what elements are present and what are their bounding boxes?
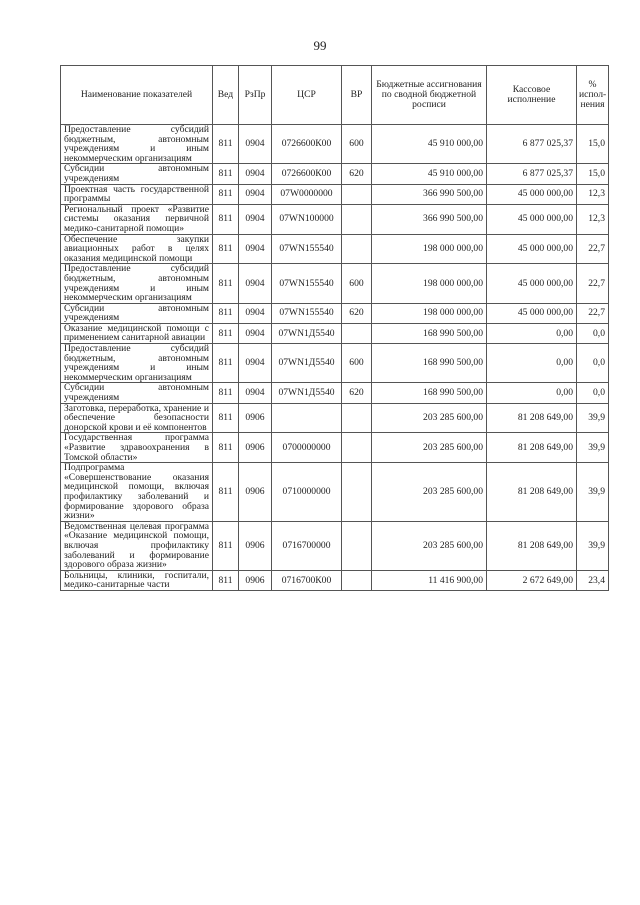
cell-pct: 39,9 bbox=[577, 463, 609, 522]
cell-pct: 12,3 bbox=[577, 204, 609, 234]
cell-plan: 168 990 500,00 bbox=[372, 383, 487, 403]
cell-plan: 203 285 600,00 bbox=[372, 521, 487, 570]
cell-plan: 168 990 500,00 bbox=[372, 344, 487, 383]
cell-plan: 366 990 500,00 bbox=[372, 184, 487, 204]
cell-pct: 39,9 bbox=[577, 433, 609, 463]
cell-ved: 811 bbox=[213, 164, 239, 184]
cell-csr bbox=[272, 403, 342, 433]
table-row bbox=[61, 184, 609, 204]
cell-name: Предоставление субсидий бюджетным, автономным учреждениям и иным некоммерческим организациям bbox=[61, 125, 213, 164]
cell-kass: 0,00 bbox=[487, 323, 577, 343]
cell-csr: 07WN155540 bbox=[272, 264, 342, 303]
cell-rzpr: 0904 bbox=[239, 383, 272, 403]
cell-vr bbox=[342, 403, 372, 433]
cell-name: Предоставление субсидий бюджетным, автономным учреждениям и иным некоммерческим организациям bbox=[61, 264, 213, 303]
cell-plan: 198 000 000,00 bbox=[372, 234, 487, 264]
cell-name: Субсидии автономным учреждениям bbox=[61, 303, 213, 323]
cell-name: Ведомственная целевая программа «Оказание медицинской помощи, включая профилактику заболеваний и формирование здорового образа жизни» bbox=[61, 521, 213, 570]
cell-pct: 12,3 bbox=[577, 184, 609, 204]
cell-rzpr: 0904 bbox=[239, 234, 272, 264]
cell-pct: 0,0 bbox=[577, 323, 609, 343]
header-name: Наименование показателей bbox=[61, 66, 213, 125]
cell-name: Оказание медицинской помощи с применением санитарной авиации bbox=[61, 323, 213, 343]
cell-rzpr: 0904 bbox=[239, 303, 272, 323]
cell-kass: 2 672 649,00 bbox=[487, 570, 577, 590]
cell-vr: 620 bbox=[342, 303, 372, 323]
header-csr: ЦСР bbox=[272, 66, 342, 125]
cell-csr: 0700000000 bbox=[272, 433, 342, 463]
cell-ved: 811 bbox=[213, 344, 239, 383]
cell-csr: 0726600К00 bbox=[272, 164, 342, 184]
header-kass: Кассовое исполнение bbox=[487, 66, 577, 125]
cell-kass: 0,00 bbox=[487, 383, 577, 403]
table-row bbox=[61, 303, 609, 323]
cell-plan: 198 000 000,00 bbox=[372, 264, 487, 303]
cell-rzpr: 0906 bbox=[239, 521, 272, 570]
cell-ved: 811 bbox=[213, 383, 239, 403]
cell-vr: 600 bbox=[342, 125, 372, 164]
cell-ved: 811 bbox=[213, 433, 239, 463]
cell-vr: 620 bbox=[342, 383, 372, 403]
header-ved: Вед bbox=[213, 66, 239, 125]
cell-ved: 811 bbox=[213, 521, 239, 570]
table-row bbox=[61, 463, 609, 522]
cell-kass: 6 877 025,37 bbox=[487, 125, 577, 164]
cell-rzpr: 0906 bbox=[239, 570, 272, 590]
cell-name: Субсидии автономным учреждениям bbox=[61, 164, 213, 184]
table-row bbox=[61, 204, 609, 234]
table-row bbox=[61, 570, 609, 590]
cell-rzpr: 0904 bbox=[239, 125, 272, 164]
cell-plan: 198 000 000,00 bbox=[372, 303, 487, 323]
cell-kass: 45 000 000,00 bbox=[487, 234, 577, 264]
cell-name: Заготовка, переработка, хранение и обеспечение безопасности донорской крови и её компонентов bbox=[61, 403, 213, 433]
cell-vr bbox=[342, 521, 372, 570]
cell-rzpr: 0906 bbox=[239, 463, 272, 522]
cell-csr: 0716700000 bbox=[272, 521, 342, 570]
table-header-row bbox=[61, 66, 609, 125]
cell-plan: 11 416 900,00 bbox=[372, 570, 487, 590]
cell-rzpr: 0904 bbox=[239, 204, 272, 234]
header-plan: Бюджетные ассигнования по сводной бюджетной росписи bbox=[372, 66, 487, 125]
cell-pct: 39,9 bbox=[577, 521, 609, 570]
cell-vr bbox=[342, 204, 372, 234]
budget-table bbox=[60, 65, 609, 591]
cell-csr: 07WN155540 bbox=[272, 234, 342, 264]
table-row bbox=[61, 264, 609, 303]
cell-ved: 811 bbox=[213, 184, 239, 204]
table-row bbox=[61, 521, 609, 570]
cell-plan: 168 990 500,00 bbox=[372, 323, 487, 343]
table-row bbox=[61, 323, 609, 343]
cell-vr bbox=[342, 234, 372, 264]
cell-ved: 811 bbox=[213, 570, 239, 590]
cell-pct: 15,0 bbox=[577, 125, 609, 164]
cell-ved: 811 bbox=[213, 125, 239, 164]
cell-vr bbox=[342, 463, 372, 522]
cell-csr: 07WN1Д5540 bbox=[272, 323, 342, 343]
cell-name: Региональный проект «Развитие системы оказания первичной медико-санитарной помощи» bbox=[61, 204, 213, 234]
cell-name: Подпрограмма «Совершенствование оказания медицинской помощи, включая профилактику заболеваний и формирование здорового образа жизни» bbox=[61, 463, 213, 522]
cell-csr: 0726600К00 bbox=[272, 125, 342, 164]
cell-plan: 203 285 600,00 bbox=[372, 433, 487, 463]
cell-ved: 811 bbox=[213, 264, 239, 303]
cell-pct: 39,9 bbox=[577, 403, 609, 433]
header-vr: ВР bbox=[342, 66, 372, 125]
cell-kass: 6 877 025,37 bbox=[487, 164, 577, 184]
table-row bbox=[61, 164, 609, 184]
cell-ved: 811 bbox=[213, 403, 239, 433]
cell-vr: 620 bbox=[342, 164, 372, 184]
cell-csr: 07WN1Д5540 bbox=[272, 344, 342, 383]
cell-kass: 45 000 000,00 bbox=[487, 204, 577, 234]
cell-pct: 0,0 bbox=[577, 344, 609, 383]
cell-kass: 81 208 649,00 bbox=[487, 463, 577, 522]
cell-vr: 600 bbox=[342, 344, 372, 383]
cell-csr: 0710000000 bbox=[272, 463, 342, 522]
cell-csr: 07W0000000 bbox=[272, 184, 342, 204]
cell-vr bbox=[342, 433, 372, 463]
cell-ved: 811 bbox=[213, 463, 239, 522]
cell-rzpr: 0904 bbox=[239, 184, 272, 204]
cell-name: Предоставление субсидий бюджетным, автономным учреждениям и иным некоммерческим организациям bbox=[61, 344, 213, 383]
cell-rzpr: 0904 bbox=[239, 323, 272, 343]
cell-pct: 23,4 bbox=[577, 570, 609, 590]
cell-kass: 45 000 000,00 bbox=[487, 264, 577, 303]
cell-kass: 81 208 649,00 bbox=[487, 521, 577, 570]
cell-name: Субсидии автономным учреждениям bbox=[61, 383, 213, 403]
cell-name: Больницы, клиники, госпитали, медико-санитарные части bbox=[61, 570, 213, 590]
table-row bbox=[61, 403, 609, 433]
cell-kass: 81 208 649,00 bbox=[487, 403, 577, 433]
cell-plan: 45 910 000,00 bbox=[372, 125, 487, 164]
cell-pct: 22,7 bbox=[577, 264, 609, 303]
cell-vr bbox=[342, 323, 372, 343]
header-rzpr: РзПр bbox=[239, 66, 272, 125]
cell-plan: 203 285 600,00 bbox=[372, 403, 487, 433]
cell-kass: 0,00 bbox=[487, 344, 577, 383]
cell-vr bbox=[342, 570, 372, 590]
cell-vr bbox=[342, 184, 372, 204]
cell-pct: 22,7 bbox=[577, 234, 609, 264]
table-row bbox=[61, 433, 609, 463]
page-number: 99 bbox=[313, 38, 327, 53]
cell-vr: 600 bbox=[342, 264, 372, 303]
cell-csr: 07WN1Д5540 bbox=[272, 383, 342, 403]
cell-csr: 07WN100000 bbox=[272, 204, 342, 234]
cell-rzpr: 0904 bbox=[239, 344, 272, 383]
cell-kass: 45 000 000,00 bbox=[487, 184, 577, 204]
cell-csr: 07WN155540 bbox=[272, 303, 342, 323]
cell-plan: 203 285 600,00 bbox=[372, 463, 487, 522]
cell-kass: 45 000 000,00 bbox=[487, 303, 577, 323]
cell-pct: 0,0 bbox=[577, 383, 609, 403]
cell-plan: 45 910 000,00 bbox=[372, 164, 487, 184]
table-row bbox=[61, 234, 609, 264]
cell-rzpr: 0904 bbox=[239, 164, 272, 184]
cell-csr: 0716700К00 bbox=[272, 570, 342, 590]
cell-name: Проектная часть государственной программы bbox=[61, 184, 213, 204]
cell-ved: 811 bbox=[213, 303, 239, 323]
table-row bbox=[61, 125, 609, 164]
cell-pct: 15,0 bbox=[577, 164, 609, 184]
table-row bbox=[61, 344, 609, 383]
cell-rzpr: 0904 bbox=[239, 264, 272, 303]
cell-ved: 811 bbox=[213, 234, 239, 264]
cell-name: Государственная программа «Развитие здравоохранения в Томской области» bbox=[61, 433, 213, 463]
table-row bbox=[61, 383, 609, 403]
cell-ved: 811 bbox=[213, 204, 239, 234]
cell-kass: 81 208 649,00 bbox=[487, 433, 577, 463]
cell-ved: 811 bbox=[213, 323, 239, 343]
cell-rzpr: 0906 bbox=[239, 433, 272, 463]
header-pct: % испол-нения bbox=[577, 66, 609, 125]
cell-plan: 366 990 500,00 bbox=[372, 204, 487, 234]
cell-rzpr: 0906 bbox=[239, 403, 272, 433]
cell-name: Обеспечение закупки авиационных работ в целях оказания медицинской помощи bbox=[61, 234, 213, 264]
cell-pct: 22,7 bbox=[577, 303, 609, 323]
